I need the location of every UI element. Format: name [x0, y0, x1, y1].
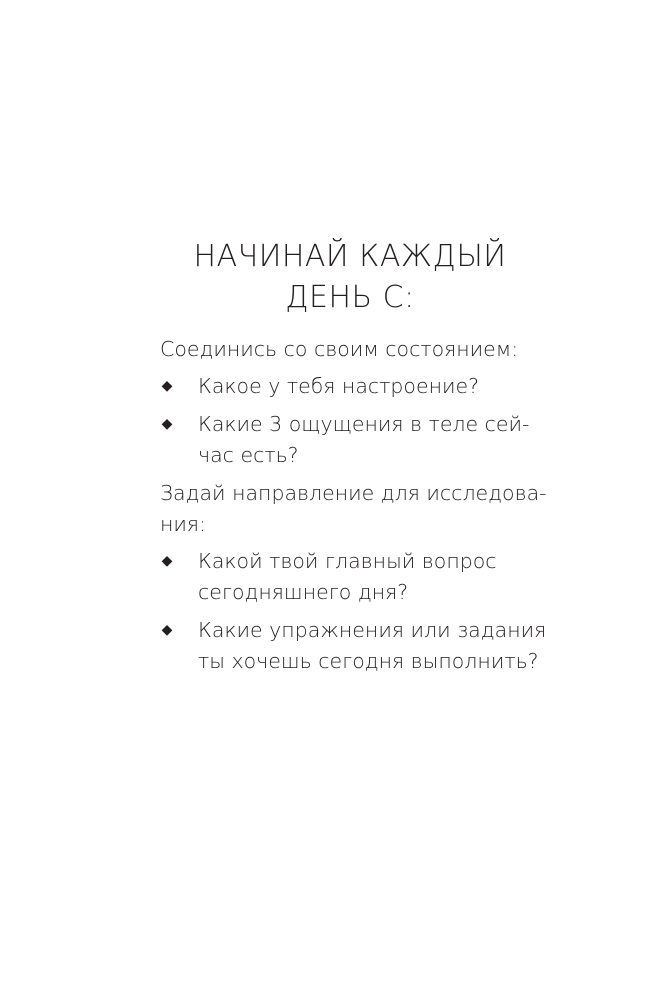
page-title — [0, 236, 668, 318]
list-item: ◆ Какие 3 ощущения в теле сей- час есть? — [160, 409, 560, 471]
list-item: ◆ Какое у тебя настроение? — [160, 371, 560, 402]
list-item: ◆ Какой твой главный вопрос сегодняшнего дня? — [160, 546, 560, 608]
page-body — [160, 334, 560, 684]
diamond-bullet-icon: ◆ — [161, 378, 173, 394]
diamond-bullet-icon: ◆ — [161, 553, 173, 569]
diamond-bullet-icon: ◆ — [161, 622, 173, 638]
section-2-list — [160, 546, 560, 677]
title-line-2: ДЕНЬ С: — [285, 280, 415, 316]
section-2-intro: Задай направление для исследова- ния: — [160, 481, 547, 536]
title-line-1: НАЧИНАЙ КАЖДЫЙ — [193, 239, 507, 275]
section-1-list — [160, 371, 560, 471]
list-item: ◆ Какие упражнения или задания ты хочешь сегодня выполнить? — [160, 615, 560, 677]
section-1-intro: Соединись со своим состоянием: — [160, 337, 519, 361]
diamond-bullet-icon: ◆ — [161, 416, 173, 432]
